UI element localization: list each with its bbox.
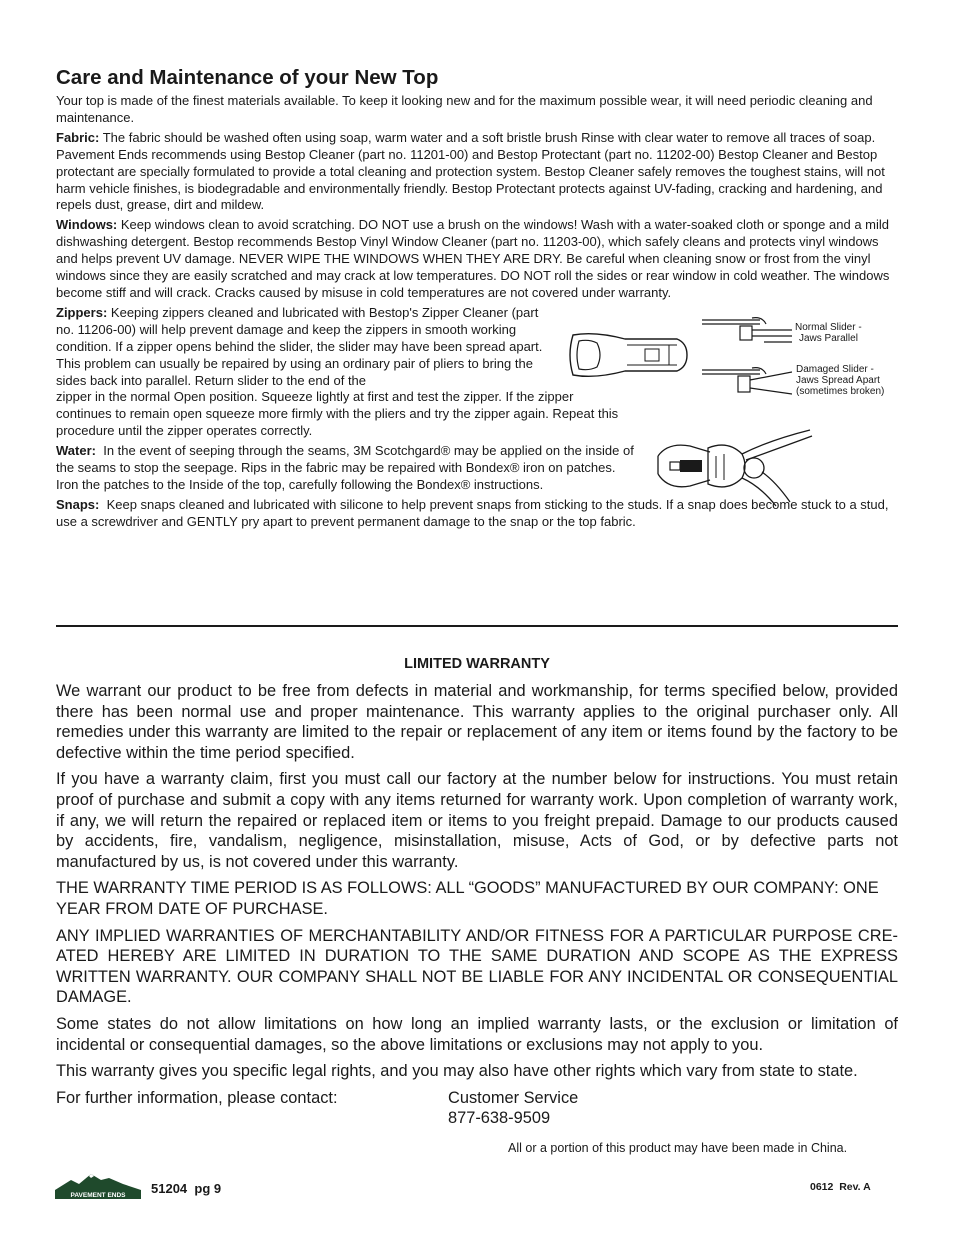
pavement-ends-logo bbox=[53, 1170, 143, 1200]
warranty-paragraph-2: If you have a warranty claim, first you must call our factory at the number below for instructions. You must retain proof of purchase and submit a copy with any items returned for warranty work. Upon completion of warranty work, if any, we will return the repaired or replaced item or items to you freight prepaid. Damage to our products caused by accidents, fire, vandalism, negligence, misinstallation, misuse, Acts of God, or by defective parts not manufactured by us, is not covered under this warranty. bbox=[56, 770, 898, 871]
document-page-number: 51204 pg 9 bbox=[151, 1181, 222, 1196]
water-paragraph bbox=[56, 443, 634, 494]
logo-text: PAVEMENT ENDS bbox=[70, 1192, 126, 1199]
contact-phone: 877-638-9509 bbox=[448, 1109, 551, 1128]
contact-label: For further information, please contact: bbox=[56, 1088, 338, 1107]
warranty-paragraph-5: Some states do not allow limitations on how long an implied warranty lasts, or the exclusion or limitation of incidental or consequential damages, so the above limitations or exclusions may not apply to you. bbox=[56, 1014, 898, 1054]
fabric-text: The fabric should be washed often using soap, warm water and a soft bristle brush Rinse with clear water to remove all traces of soap. Pavement Ends recommends using Bestop Cleaner (part no. 11201-00) and Bestop Protectant (part no. 11202-00) Bestop Cleaner and Bestop protectant are specially formulated to provide a total cleaning and protection system. Bestop Cleaner safely removes the toughest stains, will not harm vehicle finishes, is biodegradable and environmentally friendly. Bestop Protectant protects against UV-fading, cracking and hardening, and repels dust, grease, dirt and mildew. bbox=[56, 129, 885, 213]
damaged-slider-label: Damaged Slider - Jaws Spread Apart (sometimes broken) bbox=[796, 364, 885, 397]
snaps-label: Snaps: bbox=[56, 496, 100, 512]
zipper-pull-illustration bbox=[565, 327, 690, 383]
contact-block bbox=[56, 1088, 898, 1132]
warranty-paragraph-6: This warranty gives you specific legal rights, and you may also have other rights which vary from state to state. bbox=[56, 1062, 858, 1081]
revision-code: 0612 Rev. A bbox=[810, 1181, 871, 1193]
zippers-label: Zippers: bbox=[56, 304, 108, 320]
contact-organization: Customer Service bbox=[448, 1088, 579, 1107]
care-intro: Your top is made of the finest materials available. To keep it looking new and for the maximum possible wear, it will need periodic cleaning and maintenance. bbox=[56, 93, 873, 125]
zippers-paragraph-cont bbox=[56, 389, 631, 440]
warranty-paragraph-3: THE WARRANTY TIME PERIOD IS AS FOLLOWS: ALL “GOODS” MANUFACTURED BY OUR COMPANY: ONE YEAR FROM DATE OF PURCHASE. bbox=[56, 879, 879, 918]
warranty-paragraph-1: We warrant our product to be free from defects in material and workmanship, for terms specified below, provided there has been normal use and proper maintenance. This warranty applies to the original purchaser only. All remedies under this warranty are limited to the repair or replacement of any item or items found by the factory to be defective within the time period specified. bbox=[56, 682, 898, 762]
damaged-slider-illustration bbox=[700, 362, 792, 398]
page-title: Care and Maintenance of your New Top bbox=[56, 66, 439, 89]
water-text: In the event of seeping through the seams, 3M Scotchgard® may be applied on the inside of the seams to stop the seepage. Rips in the fabric may be repaired with Bondex® iron on patches. Iron the patches to the Inside of the top, carefully following the Bondex® instructions. bbox=[56, 443, 634, 492]
warranty-section bbox=[56, 681, 898, 1132]
section-divider bbox=[56, 625, 898, 627]
warranty-heading: LIMITED WARRANTY bbox=[404, 656, 550, 672]
fabric-label: Fabric: bbox=[56, 129, 100, 145]
windows-paragraph bbox=[56, 217, 898, 302]
pliers-illustration bbox=[650, 426, 815, 510]
warranty-paragraph-4: ANY IMPLIED WARRANTIES OF MERCHANTABILITY AND/OR FITNESS FOR A PARTICULAR PURPOSE CRE-ATED HEREBY ARE LIMITED IN DURATION TO THE SAME DURATION AND SCOPE AS THE EXPRESS WRITTEN WARRANTY. OUR COMPANY SHALL NOT BE LIABLE FOR ANY INCIDENTAL OR CONSEQUENTIAL DAMAGE. bbox=[56, 926, 898, 1007]
country-of-origin-note: All or a portion of this product may have been made in China. bbox=[508, 1141, 848, 1155]
windows-label: Windows: bbox=[56, 217, 118, 233]
normal-slider-label: Normal Slider - Jaws Parallel bbox=[795, 322, 862, 344]
windows-text: Keep windows clean to avoid scratching. DO NOT use a brush on the windows! Wash with a water-soaked cloth or sponge and a mild dishwashing detergent. Bestop recommends Bestop Vinyl Window Cleaner (part no. 11203-00), which safely cleans and protects vinyl windows and helps prevent UV damage. NEVER WIPE THE WINDOWS WHEN THEY ARE DRY. Be careful when cleaning snow or frost from the vinyl windows since they are easily scratched and may crack at low temperatures. DO NOT roll the sides or rear window in cold weather. The windows become stiff and will crack. Cracks caused by misuse in cold temperatures are not covered under warranty. bbox=[56, 217, 890, 300]
snaps-text: Keep snaps cleaned and lubricated with silicone to help prevent snaps from sticking to the studs. If a snap does become stuck to a stud, use a screwdriver and GENTLY pry apart to prevent permanent damage to the snap or the top fabric. bbox=[56, 496, 889, 529]
zippers-paragraph bbox=[56, 305, 556, 390]
zippers-text-b: zipper in the normal Open position. Squeeze lightly at first and test the zipper. If the zipper continues to remain open squeeze more firmly with the pliers and try the zipper again. Repeat this procedure until the zipper operates correctly. bbox=[56, 389, 619, 439]
water-label: Water: bbox=[56, 443, 96, 459]
zippers-text-a: Keeping zippers cleaned and lubricated with Bestop's Zipper Cleaner (part no. 11206-00) will help prevent damage and keep the zippers in smooth working condition. If a zipper opens behind the slider, the slider may have been spread apart. This problem can usually be repaired by using an ordinary pair of pliers to bring the sides back into parallel. Return slider to the end of the bbox=[56, 304, 543, 388]
fabric-paragraph bbox=[56, 130, 898, 215]
normal-slider-illustration bbox=[700, 314, 792, 348]
